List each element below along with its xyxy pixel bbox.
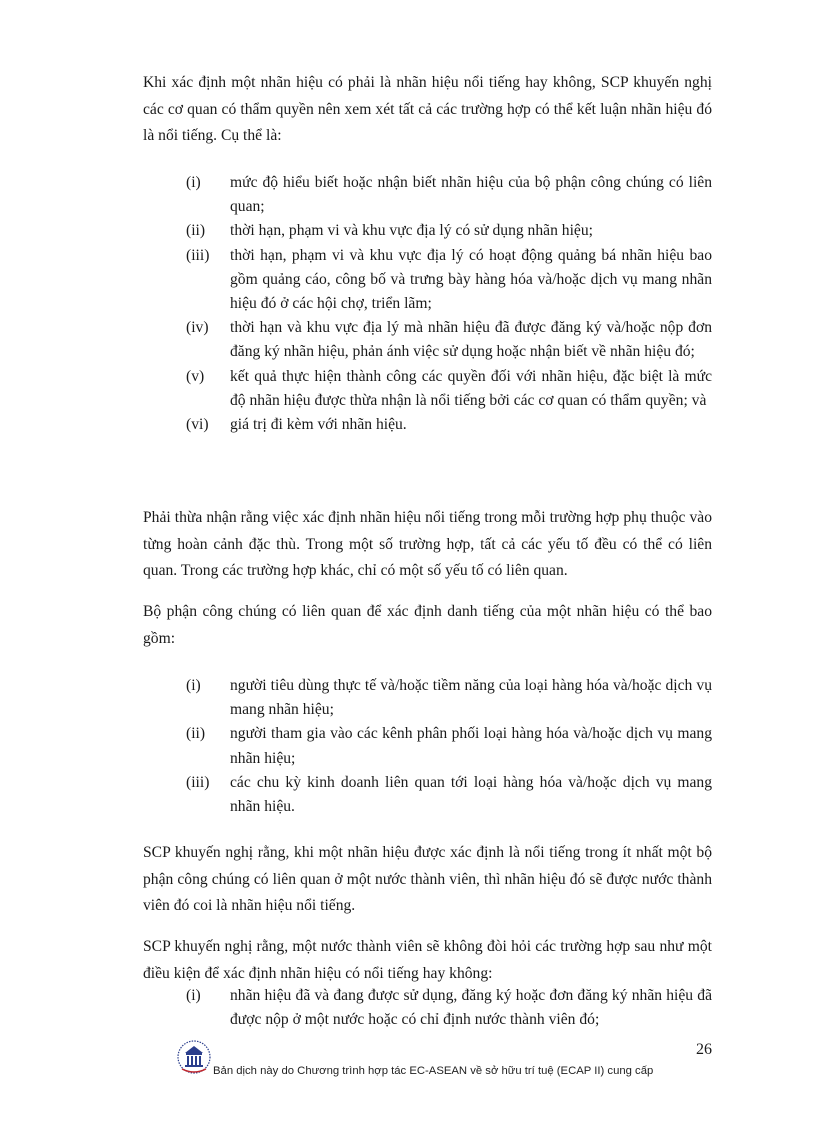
list-item-text: người tiêu dùng thực tế và/hoặc tiềm năng của loại hàng hóa và/hoặc dịch vụ mang nhãn hiệu; xyxy=(230,677,712,719)
list-item-number: (iii) xyxy=(186,773,210,791)
list-item-number: (vi) xyxy=(186,416,209,434)
paragraph-recommendation: SCP khuyến nghị rằng, khi một nhãn hiệu được xác định là nổi tiếng trong ít nhất một bộ phận công chúng có liên quan ở một nước thành viên, thì nhãn hiệu đó sẽ được nước thành viên đó coi là nhãn hiệu nổi tiếng. xyxy=(143,844,712,914)
conditions-list xyxy=(143,984,712,1032)
list-item xyxy=(143,316,712,364)
list-item-text: giá trị đi kèm với nhãn hiệu. xyxy=(230,416,407,434)
list-item-number: (i) xyxy=(186,174,201,191)
paragraph-conditions: SCP khuyến nghị rằng, một nước thành viên sẽ không đòi hỏi các trường hợp sau như một điều kiện để xác định nhãn hiệu có nổi tiếng hay không: xyxy=(143,938,712,982)
list-item-text: nhãn hiệu đã và đang được sử dụng, đăng ký hoặc đơn đăng ký nhãn hiệu đã được nộp ở một nước hoặc có chỉ định nước thành viên đó; xyxy=(230,987,712,1029)
list-item-text: thời hạn, phạm vi và khu vực địa lý có sử dụng nhãn hiệu; xyxy=(230,222,593,240)
list-item xyxy=(143,722,712,770)
list-item xyxy=(143,171,712,219)
list-item-number: (iii) xyxy=(186,246,210,264)
list-item-number: (v) xyxy=(186,367,205,385)
list-item-text: mức độ hiểu biết hoặc nhận biết nhãn hiệu của bộ phận công chúng có liên quan; xyxy=(230,174,712,216)
list-item-number: (i) xyxy=(186,677,201,694)
list-item-number: (ii) xyxy=(186,725,206,743)
paragraph-intro: Khi xác định một nhãn hiệu có phải là nhãn hiệu nổi tiếng hay không, SCP khuyến nghị các cơ quan có thẩm quyền nên xem xét tất cả các trường hợp có thể kết luận nhãn hiệu đó là nổi tiếng. Cụ thể là: xyxy=(143,74,712,144)
public-sector-list xyxy=(143,674,712,819)
list-item xyxy=(143,413,712,437)
list-item xyxy=(143,771,712,819)
list-item-text: người tham gia vào các kênh phân phối loại hàng hóa và/hoặc dịch vụ mang nhãn hiệu; xyxy=(230,725,712,767)
list-item-text: thời hạn, phạm vi và khu vực địa lý có hoạt động quảng bá nhãn hiệu bao gồm quảng cáo, công bố và trưng bày hàng hóa và/hoặc dịch vụ mang nhãn hiệu đó ở các hội chợ, triển lãm; xyxy=(230,246,712,313)
list-item xyxy=(143,244,712,317)
list-item xyxy=(143,365,712,413)
paragraph-public-sector: Bộ phận công chúng có liên quan để xác định danh tiếng của một nhãn hiệu có thể bao gồm: xyxy=(143,603,712,647)
list-item-text: thời hạn và khu vực địa lý mà nhãn hiệu đã được đăng ký và/hoặc nộp đơn đăng ký nhãn hiệu, phản ánh việc sử dụng hoặc nhận biết về nhãn hiệu đó; xyxy=(230,319,712,361)
list-item-number: (ii) xyxy=(186,222,206,240)
list-item xyxy=(143,674,712,722)
list-item-text: các chu kỳ kinh doanh liên quan tới loại hàng hóa và/hoặc dịch vụ mang nhãn hiệu. xyxy=(230,773,712,816)
list-item-text: kết quả thực hiện thành công các quyền đối với nhãn hiệu, đặc biệt là mức độ nhãn hiệu được thừa nhận là nổi tiếng bởi các cơ quan có thẩm quyền; và xyxy=(230,367,712,409)
list-item xyxy=(143,219,712,243)
criteria-list xyxy=(143,171,712,437)
list-item-number: (i) xyxy=(186,987,201,1004)
ecap-logo-icon xyxy=(176,1039,212,1075)
footer-credit: Bản dịch này do Chương trình hợp tác EC-ASEAN về sở hữu trí tuệ (ECAP II) cung cấp xyxy=(213,1065,654,1077)
list-item-number: (iv) xyxy=(186,319,209,337)
page-number: 26 xyxy=(696,1041,712,1058)
list-item xyxy=(143,984,712,1032)
paragraph-factors: Phải thừa nhận rằng việc xác định nhãn hiệu nổi tiếng trong mỗi trường hợp phụ thuộc vào từng hoàn cảnh đặc thù. Trong một số trường hợp, tất cả các yếu tố đều có thể có liên quan. Trong các trường hợp khác, chỉ có một số yếu tố có liên quan. xyxy=(143,509,712,579)
